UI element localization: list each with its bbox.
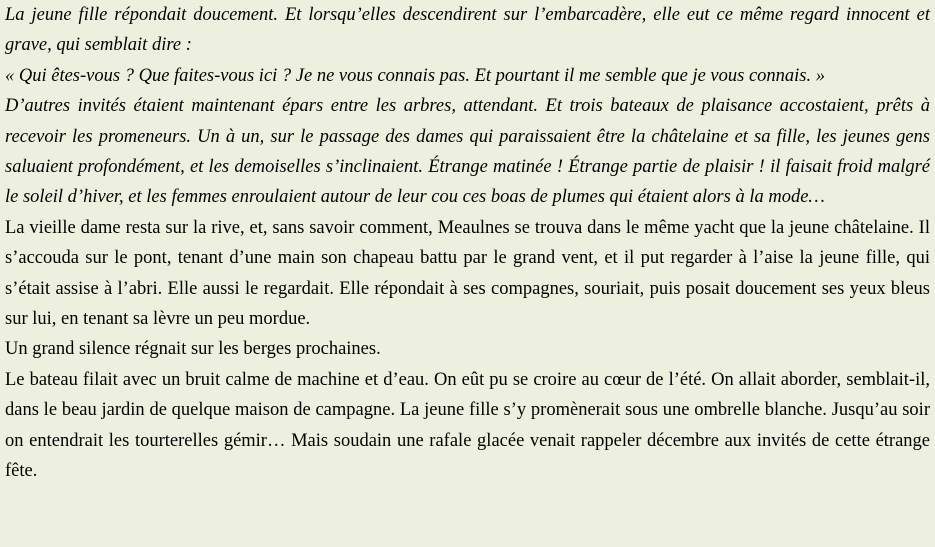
paragraph-1: La jeune fille répondait doucement. Et lorsqu’elles descendirent sur l’embarcadère, elle eut ce même regard innocent et grave, qui semblait dire : [5,5,930,56]
paragraph-3: D’autres invités étaient maintenant épars entre les arbres, attendant. Et trois bateaux de plaisance accostaient, prêts à recevoir les promeneurs. Un à un, sur le passage des dames qui paraissaient être la châtelaine et sa fille, les jeunes gens saluaient profondément, et les demoiselles s’inclinaient. Étrange matinée ! Étrange partie de plaisir ! il faisait froid malgré le soleil d’hiver, et les femmes enroulaient autour de leur cou ces boas de plumes qui étaient alors à la mode… [5,96,930,208]
paragraph-2: « Qui êtes-vous ? Que faites-vous ici ? Je ne vous connais pas. Et pourtant il me semble que je vous connais. » [5,65,826,86]
paragraph-4: La vieille dame resta sur la rive, et, sans savoir comment, Meaulnes se trouva dans le même yacht que la jeune châtelaine. Il s’accouda sur le pont, tenant d’une main son chapeau battu par le grand vent, et il put regarder à l’aise la jeune fille, qui s’était assise à l’abri. Elle aussi le regardait. Elle répondait à ses compagnes, souriait, puis posait doucement ses yeux bleus sur lui, en tenant sa lèvre un peu mordue. [5,217,930,330]
paragraph-6: Le bateau filait avec un bruit calme de machine et d’eau. On eût pu se croire au cœur de l’été. On allait aborder, semblait-il, dans le beau jardin de quelque maison de campagne. La jeune fille s’y promènerait sous une ombrelle blanche. Jusqu’au soir on entendrait les tourterelles gémir… Mais soudain une rafale glacée venait rappeler décembre aux invités de cette étrange fête. [5,369,930,482]
paragraph-5: Un grand silence régnait sur les berges prochaines. [5,339,381,360]
